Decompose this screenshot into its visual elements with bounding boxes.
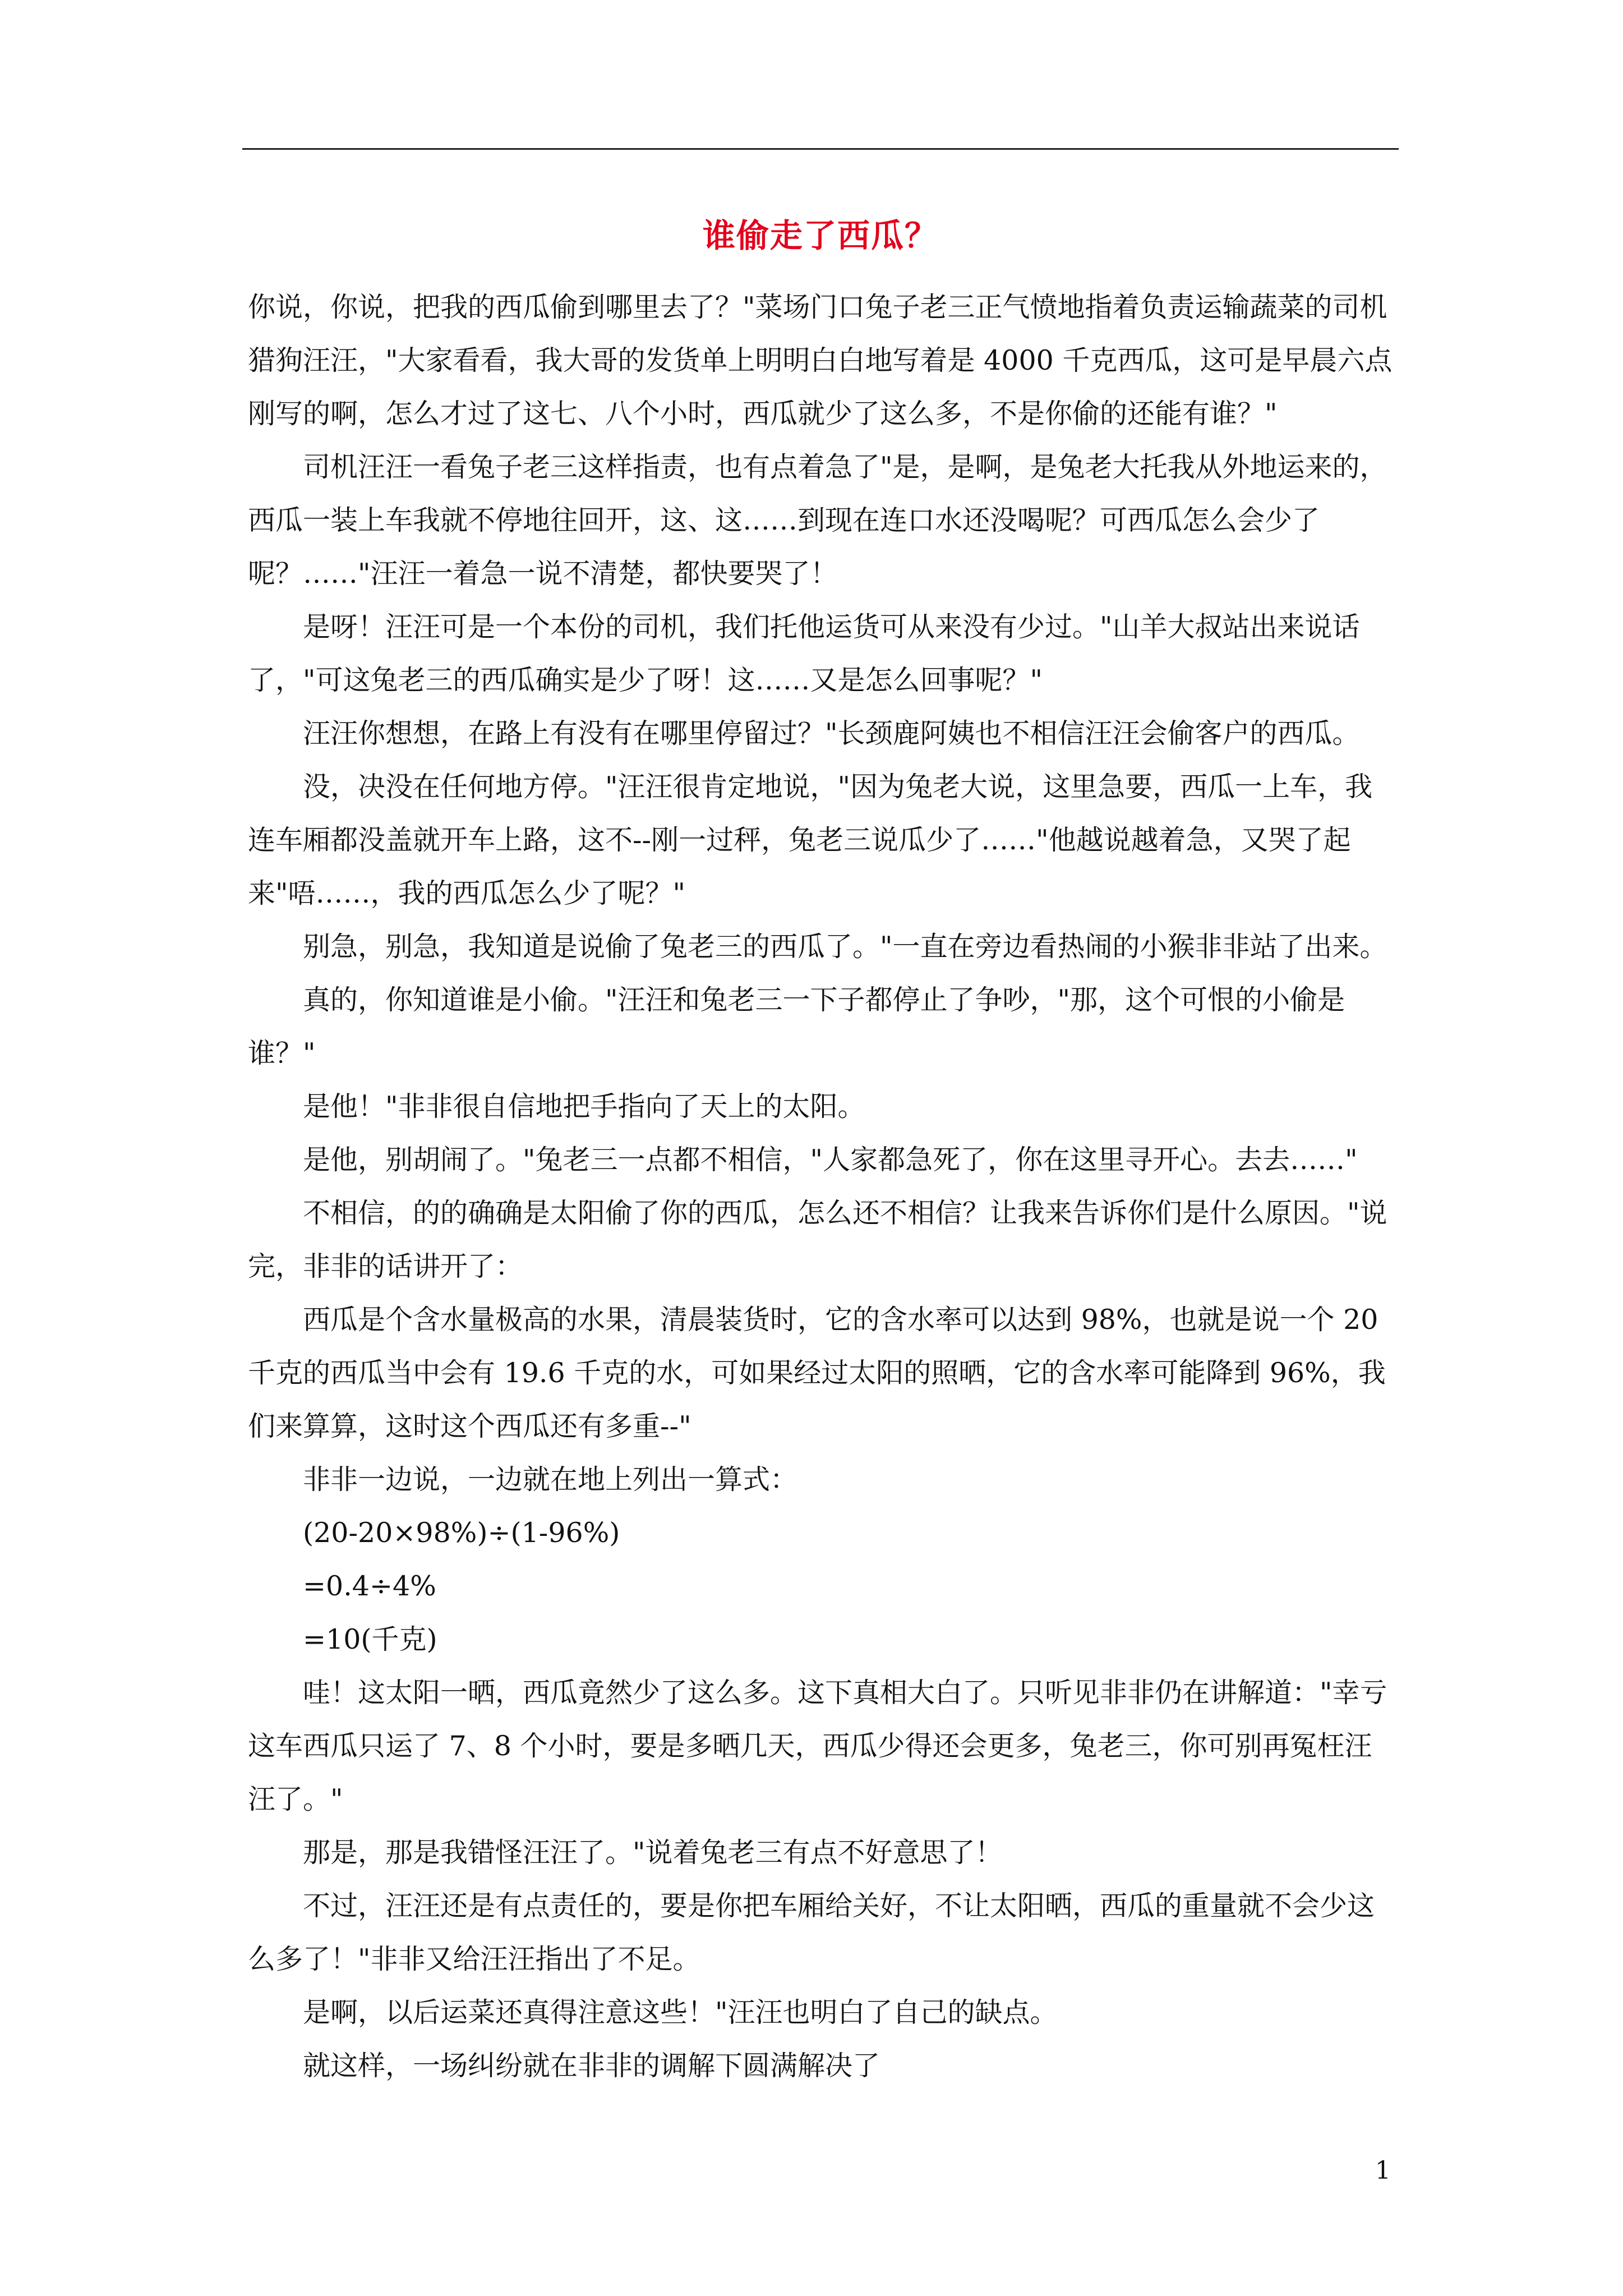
paragraph: 西瓜是个含水量极高的水果，清晨装货时，它的含水率可以达到 98%，也就是说一个 20 千克的西瓜当中会有 19.6 千克的水，可如果经过太阳的照晒，它的含水率可能降到 96%，我们来算算，这时这个西瓜还有多重--" [248, 1304, 1386, 1442]
paragraph: 非非一边说，一边就在地上列出一算式： [303, 1464, 798, 1496]
paragraph: 真的，你知道谁是小偷。"汪汪和兔老三一下子都停止了争吵，"那，这个可恨的小偷是谁？" [248, 984, 1345, 1069]
formula-line: (20-20×98%)÷(1-96%) [303, 1517, 620, 1549]
paragraph: 是他，别胡闹了。"兔老三一点都不相信，"人家都急死了，你在这里寻开心。去去……" [303, 1144, 1358, 1176]
formula-line: =0.4÷4% [303, 1570, 436, 1602]
paragraph: 不过，汪汪还是有点责任的，要是你把车厢给关好，不让太阳晒，西瓜的重量就不会少这么多了！"非非又给汪汪指出了不足。 [248, 1890, 1375, 1975]
paragraph: 就这样，一场纠纷就在非非的调解下圆满解决了 [303, 2050, 880, 2082]
paragraph: 是呀！汪汪可是一个本份的司机，我们托他运货可从来没有少过。"山羊大叔站出来说话了，"可这兔老三的西瓜确实是少了呀！这……又是怎么回事呢？" [248, 611, 1360, 696]
header-rule [242, 148, 1399, 150]
paragraph: 汪汪你想想，在路上有没有在哪里停留过？"长颈鹿阿姨也不相信汪汪会偷客户的西瓜。 [303, 717, 1360, 749]
paragraph: 你说，你说，把我的西瓜偷到哪里去了？"菜场门口兔子老三正气愤地指着负责运输蔬菜的司机猎狗汪汪，"大家看看，我大哥的发货单上明明白白地写着是 4000 千克西瓜，这可是早晨六点刚写的啊，怎么才过了这七、八个小时，西瓜就少了这么多，不是你偷的还能有谁？" [248, 291, 1393, 430]
document-body [248, 280, 1399, 2092]
paragraph: 不相信，的的确确是太阳偷了你的西瓜，怎么还不相信？让我来告诉你们是什么原因。"说完，非非的话讲开了： [248, 1197, 1387, 1282]
paragraph: 没，决没在任何地方停。"汪汪很肯定地说，"因为兔老大说，这里急要，西瓜一上车，我连车厢都没盖就开车上路，这不--刚一过秤，兔老三说瓜少了……"他越说越着急，又哭了起来"唔……，我的西瓜怎么少了呢？" [248, 771, 1373, 909]
paragraph: 是啊，以后运菜还真得注意这些！"汪汪也明白了自己的缺点。 [303, 1996, 1058, 2028]
formula-line: =10(千克) [303, 1623, 437, 1655]
paragraph: 哇！这太阳一晒，西瓜竟然少了这么多。这下真相大白了。只听见非非仍在讲解道："幸亏这车西瓜只运了 7、8 个小时，要是多晒几天，西瓜少得还会更多，兔老三，你可别再冤枉汪汪了。" [248, 1677, 1387, 1815]
paragraph: 那是，那是我错怪汪汪了。"说着兔老三有点不好意思了！ [303, 1837, 1003, 1869]
document-title: 谁偷走了西瓜？ [702, 217, 938, 255]
paragraph: 是他！"非非很自信地把手指向了天上的太阳。 [303, 1091, 865, 1122]
paragraph: 别急，别急，我知道是说偷了兔老三的西瓜了。"一直在旁边看热闹的小猴非非站了出来。 [303, 931, 1387, 963]
paragraph: 司机汪汪一看兔子老三这样指责，也有点着急了"是，是啊，是兔老大托我从外地运来的，西瓜一装上车我就不停地往回开，这、这……到现在连口水还没喝呢？可西瓜怎么会少了呢？……"汪汪一着急一说不清楚，都快要哭了！ [248, 451, 1387, 590]
page-number: 1 [1375, 2156, 1391, 2185]
